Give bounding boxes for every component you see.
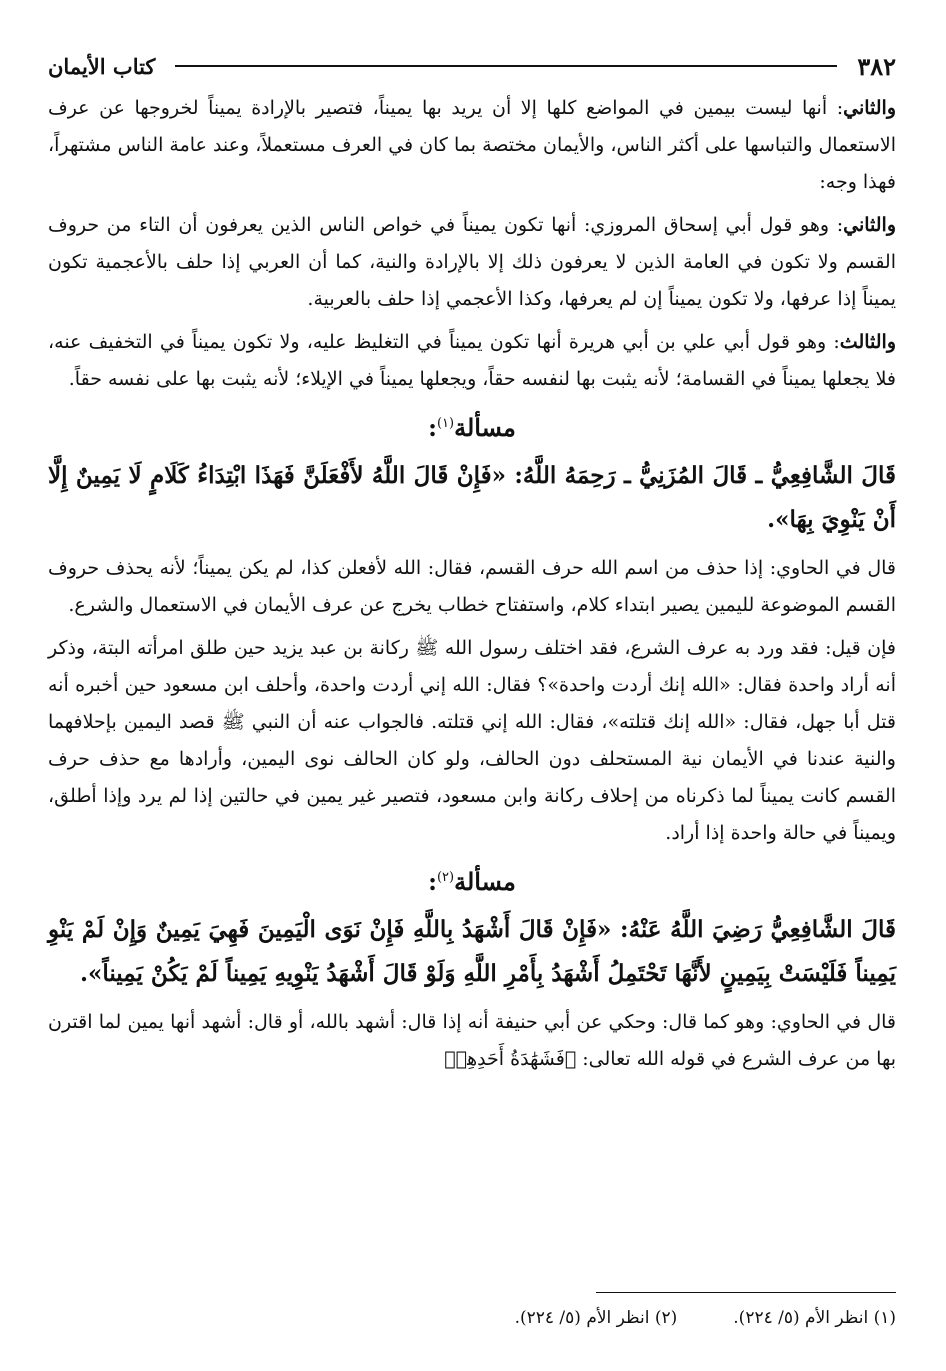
- footnotes: [48, 1308, 896, 1328]
- footnote-ref: (٢): [436, 870, 455, 885]
- masala-heading-1: [48, 404, 896, 448]
- masala-heading-2: [48, 858, 896, 902]
- book-title: كتاب الأيمان: [48, 53, 156, 79]
- masala-title: مسألة: [454, 413, 516, 442]
- paragraph-hawi-1: قال في الحاوي: إذا حذف من اسم الله حرف القسم، فقال: الله لأفعلن كذا، لم يكن يميناً؛ لأنه يحذف حروف القسم الموضوعة لليمين يصير ابتداء كلام، واستفتاح خطاب يخرج عن عرف الأيمان في الاستعمال والشرع.: [48, 557, 896, 616]
- book-page: [48, 42, 896, 1342]
- paragraph-second-opinion: [48, 90, 896, 201]
- footnote-1: (١) انظر الأم (٥/ ٢٢٤).: [733, 1308, 896, 1328]
- paragraph-lead: والثالث: [839, 331, 896, 353]
- paragraph-third-opinion: [48, 324, 896, 398]
- paragraph-text: : وهو قول أبي علي بن أبي هريرة أنها تكون يميناً في التغليظ عليه، ولا تكون يميناً في التخفيف عنه، فلا يجعلها يميناً في القسامة؛ لأنه يثبت بها لنفسه حقاً، ويجعلها يميناً في الإيلاء؛ لأنه يثبت بها على نفسه حقاً.: [48, 331, 896, 390]
- paragraph-text: : وهو قول أبي إسحاق المروزي: أنها تكون يميناً في خواص الناس الذين يعرفون أن التاء من حروف القسم ولا تكون في العامة الذين لا يعرفون ذلك إلا بالإرادة والنية، كما أن العربي إذا حلف بالأعجمية تكون يميناً إذا عرفها، ولا تكون يميناً إن لم يعرفها، وكذا الأعجمي إذا حلف بالعربية.: [48, 214, 896, 310]
- paragraph-marwazi: [48, 207, 896, 318]
- page-number: ٣٨٢: [857, 51, 896, 81]
- header-rule: [175, 65, 837, 67]
- shafii-quote-1: قَالَ الشَّافِعِيُّ ـ قَالَ المُزَنِيُّ ـ رَحِمَهُ اللَّهُ: «فَإِنْ قَالَ اللَّهُ لأَفْعَلَنَّ فَهَذَا ابْتِدَاءُ كَلَامٍ لَا يَمِينٌ إِلَّا أَنْ يَنْوِيَ بِهَا».: [48, 462, 896, 533]
- footnote-ref: (١): [436, 416, 455, 431]
- masala-title: مسألة: [454, 867, 516, 896]
- shafii-quote-2: قَالَ الشَّافِعِيُّ رَضِيَ اللَّهُ عَنْهُ: «فَإِنْ قَالَ أَشْهَدُ بِاللَّهِ فَإِنْ نَوَى الْيَمِينَ فَهِيَ يَمِينٌ وَإِنْ لَمْ يَنْوِ يَمِيناً فَلَيْسَتْ بِيَمِينٍ لأَنَّهَا تَحْتَمِلُ أَشْهَدُ بِأَمْرِ اللَّهِ وَلَوْ قَالَ أَشْهَدُ يَنْوِيهِ يَمِيناً لَمْ يَكُنْ يَمِيناً».: [48, 916, 896, 987]
- masala-colon: :: [428, 867, 437, 896]
- paragraph-lead: والثاني: [843, 214, 896, 236]
- paragraph-lead: والثاني: [843, 97, 896, 119]
- paragraph-text: : أنها ليست بيمين في المواضع كلها إلا أن يريد بها يميناً، فتصير بالإرادة يميناً لخروجها عن عرف الاستعمال والتباسها على أكثر الناس، والأيمان مختصة بما كان في العرف مستعملاً، وعند عامة الناس مشتهراً، فهذا وجه:: [48, 97, 896, 193]
- paragraph-objection: فإن قيل: فقد ورد به عرف الشرع، فقد اختلف رسول الله ﷺ ركانة بن عبد يزيد حين طلق امرأته البتة، وذكر أنه أراد واحدة فقال: «الله إنك أردت واحدة»؟ فقال: الله إني أردت واحدة، وأحلف ابن مسعود حين أخبره أنه قتل أبا جهل، فقال: «الله إنك قتلته»، فقال: الله إني قتلته. فالجواب عنه أن النبي ﷺ قصد اليمين بإحلافهما والنية عندنا في الأيمان نية المستحلف دون الحالف، ولو كان الحالف نوى اليمين، وأرادها مع حذف حرف القسم كانت يميناً لما ذكرناه من إحلاف ركانة وابن مسعود، فتصير غير يمين في حالتين إذا لم يرد وإذا أطلق، ويميناً في حالة واحدة إذا أراد.: [48, 637, 896, 844]
- footnote-2: (٢) انظر الأم (٥/ ٢٢٤).: [514, 1308, 678, 1328]
- paragraph-hawi-2: قال في الحاوي: وهو كما قال: وحكي عن أبي حنيفة أنه إذا قال: أشهد بالله، أو قال: أشهد أنها يمين لما اقترن بها من عرف الشرع في قوله الله تعالى: ﴿فَشَهَٰدَةُ أَحَدِهِمۡ: [48, 1011, 896, 1070]
- masala-colon: :: [428, 413, 437, 442]
- footnote-rule: [596, 1292, 896, 1293]
- running-header: [48, 42, 896, 90]
